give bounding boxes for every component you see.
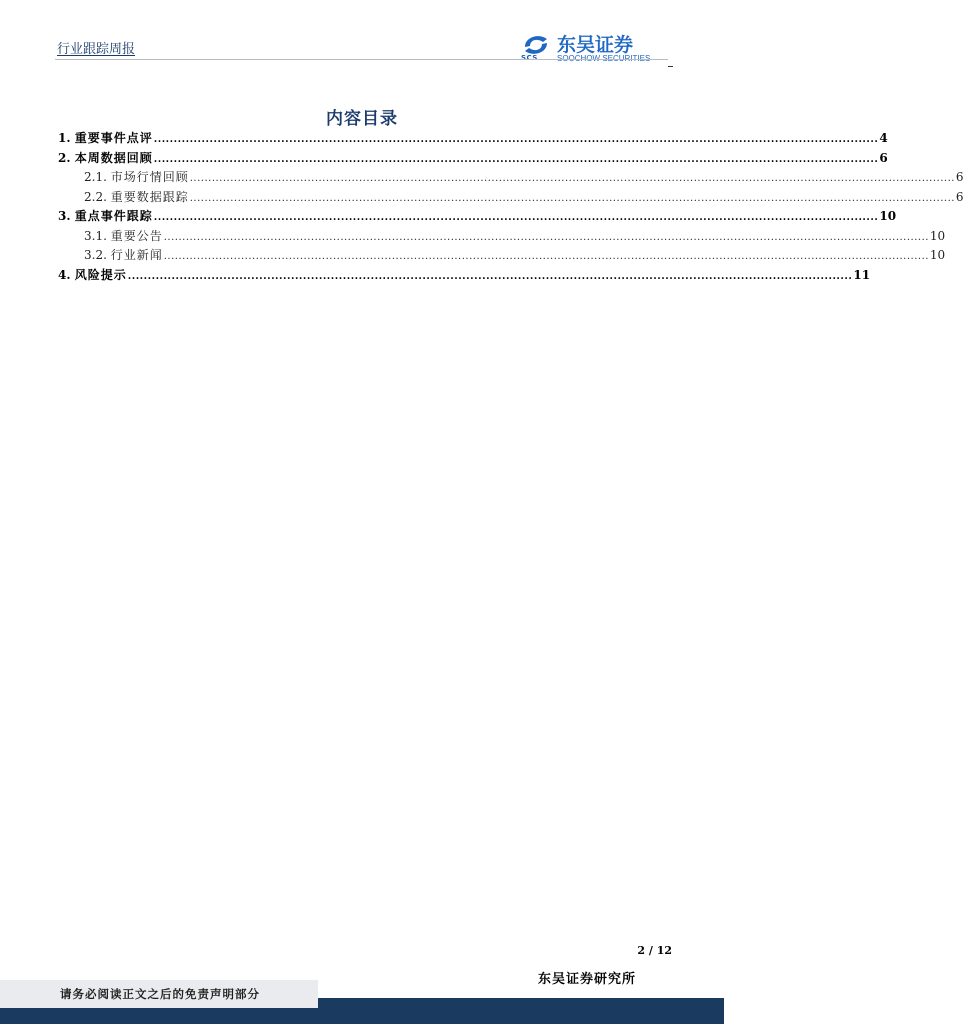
toc-entry-3-2[interactable] [58, 246, 946, 266]
toc-entry-label: 市场行情回顾 [110, 170, 189, 184]
toc-entry-label: 重要公告 [110, 228, 163, 243]
toc-entry-page: 6 [955, 170, 964, 184]
toc-leader: ...................................................................................................................................................................................... [153, 153, 879, 165]
toc-entry-label: 重要数据跟踪 [110, 189, 189, 204]
toc-leader: ................................................................................................................................................................................................................ [189, 192, 955, 204]
report-type-label: 行业跟踪周报 [57, 42, 136, 57]
toc-entry-number: 3.2. [84, 248, 107, 262]
toc-leader: ...................................................................................................................................................................................... [153, 212, 879, 223]
toc-entry-3[interactable] [58, 207, 897, 227]
toc-entry-page: 11 [853, 267, 871, 282]
toc-entry-2[interactable] [58, 149, 888, 169]
toc-entry-label: 风险提示 [74, 267, 127, 282]
toc-entry-2-2[interactable] [58, 188, 964, 208]
toc-entry-4[interactable] [58, 266, 871, 286]
toc-entry-number: 4. [58, 267, 71, 282]
page-number: 2 / 12 [637, 944, 672, 957]
toc-entry-number: 2.1. [84, 170, 107, 184]
toc-entry-number: 3.1. [84, 228, 107, 243]
toc-entry-label: 重点事件跟踪 [74, 209, 153, 223]
toc-entry-1[interactable] [58, 129, 888, 149]
toc-leader: ................................................................................................................................................................................................................ [163, 231, 929, 243]
logo-abbr: SCS [521, 54, 538, 62]
header-mark [668, 66, 673, 67]
toc-entry-label: 行业新闻 [110, 248, 163, 262]
toc-leader: ................................................................................................................................................................................................................ [163, 251, 929, 262]
toc-leader: ................................................................................................................................................................................................................ [189, 173, 955, 184]
toc-entry-page: 4 [879, 131, 888, 145]
toc-entry-page: 6 [955, 189, 964, 204]
logo-chinese-name: 东吴证券 [557, 34, 634, 56]
toc-title: 内容目录 [326, 109, 398, 129]
toc-entry-number: 3. [58, 209, 71, 223]
toc-entry-2-1[interactable] [58, 168, 964, 188]
toc-leader: ...................................................................................................................................................................................... [127, 270, 853, 282]
toc-entry-page: 10 [929, 248, 946, 262]
toc-entry-number: 1. [58, 131, 71, 145]
header-divider [55, 59, 668, 60]
toc-entry-3-1[interactable] [58, 227, 946, 247]
toc-entry-page: 10 [929, 228, 946, 243]
table-of-contents [58, 129, 964, 285]
toc-entry-number: 2.2. [84, 189, 107, 204]
toc-entry-number: 2. [58, 150, 71, 165]
disclaimer-text: 请务必阅读正文之后的免责声明部分 [60, 987, 260, 1001]
toc-leader: ...................................................................................................................................................................................... [153, 134, 879, 145]
toc-entry-label: 重要事件点评 [74, 131, 153, 145]
toc-entry-label: 本周数据回顾 [74, 150, 153, 165]
logo-english-name: SOOCHOW SECURITIES [557, 54, 651, 63]
toc-entry-page: 6 [879, 150, 888, 165]
company-logo [521, 30, 671, 70]
institute-name: 东吴证券研究所 [537, 972, 636, 987]
toc-entry-page: 10 [879, 209, 897, 223]
